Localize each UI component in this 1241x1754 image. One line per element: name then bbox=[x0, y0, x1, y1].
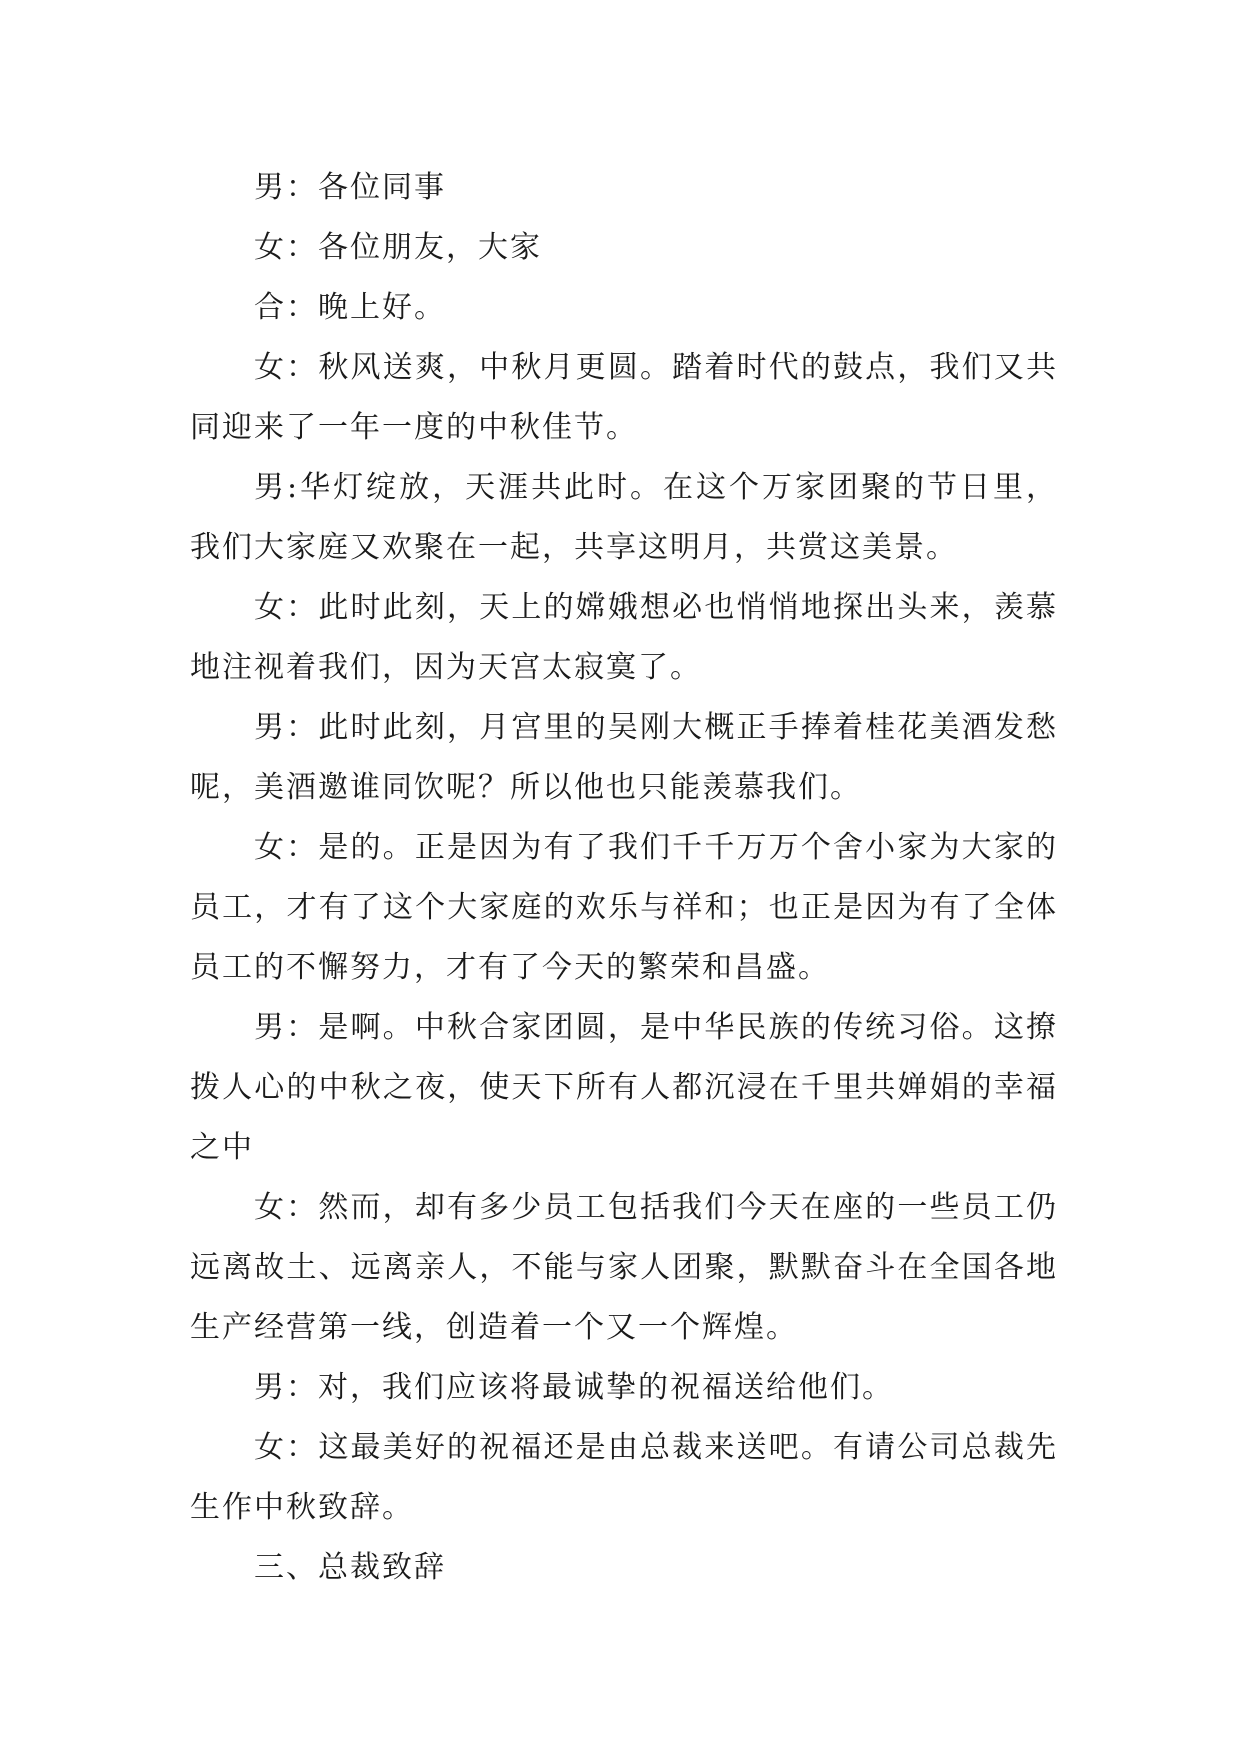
paragraph: 女：秋风送爽，中秋月更圆。踏着时代的鼓点，我们又共同迎来了一年一度的中秋佳节。 bbox=[190, 350, 1058, 445]
paragraph: 女：是的。正是因为有了我们千千万万个舍小家为大家的员工，才有了这个大家庭的欢乐与祥和；也正是因为有了全体员工的不懈努力，才有了今天的繁荣和昌盛。 bbox=[190, 830, 1058, 985]
paragraph: 女：然而，却有多少员工包括我们今天在座的一些员工仍远离故土、远离亲人，不能与家人团聚，默默奋斗在全国各地生产经营第一线，创造着一个又一个辉煌。 bbox=[190, 1190, 1058, 1345]
paragraph: 男：各位同事 bbox=[254, 170, 446, 205]
paragraph: 合：晚上好。 bbox=[254, 290, 446, 325]
paragraph: 男:华灯绽放，天涯共此时。在这个万家团聚的节日里，我们大家庭又欢聚在一起，共享这明月，共赏这美景。 bbox=[190, 470, 1058, 565]
paragraph: 男：是啊。中秋合家团圆，是中华民族的传统习俗。这撩拨人心的中秋之夜，使天下所有人都沉浸在千里共婵娟的幸福之中 bbox=[190, 1010, 1058, 1165]
paragraph: 女：各位朋友，大家 bbox=[254, 230, 542, 265]
paragraph: 男：对，我们应该将最诚挚的祝福送给他们。 bbox=[254, 1370, 894, 1405]
section-heading: 三、总裁致辞 bbox=[254, 1550, 446, 1585]
document-body bbox=[190, 158, 1058, 1598]
paragraph: 女：这最美好的祝福还是由总裁来送吧。有请公司总裁先生作中秋致辞。 bbox=[190, 1430, 1058, 1525]
paragraph: 男：此时此刻，月宫里的吴刚大概正手捧着桂花美酒发愁呢，美酒邀谁同饮呢？所以他也只能羡慕我们。 bbox=[190, 710, 1058, 805]
paragraph: 女：此时此刻，天上的嫦娥想必也悄悄地探出头来，羡慕地注视着我们，因为天宫太寂寞了。 bbox=[190, 590, 1058, 685]
